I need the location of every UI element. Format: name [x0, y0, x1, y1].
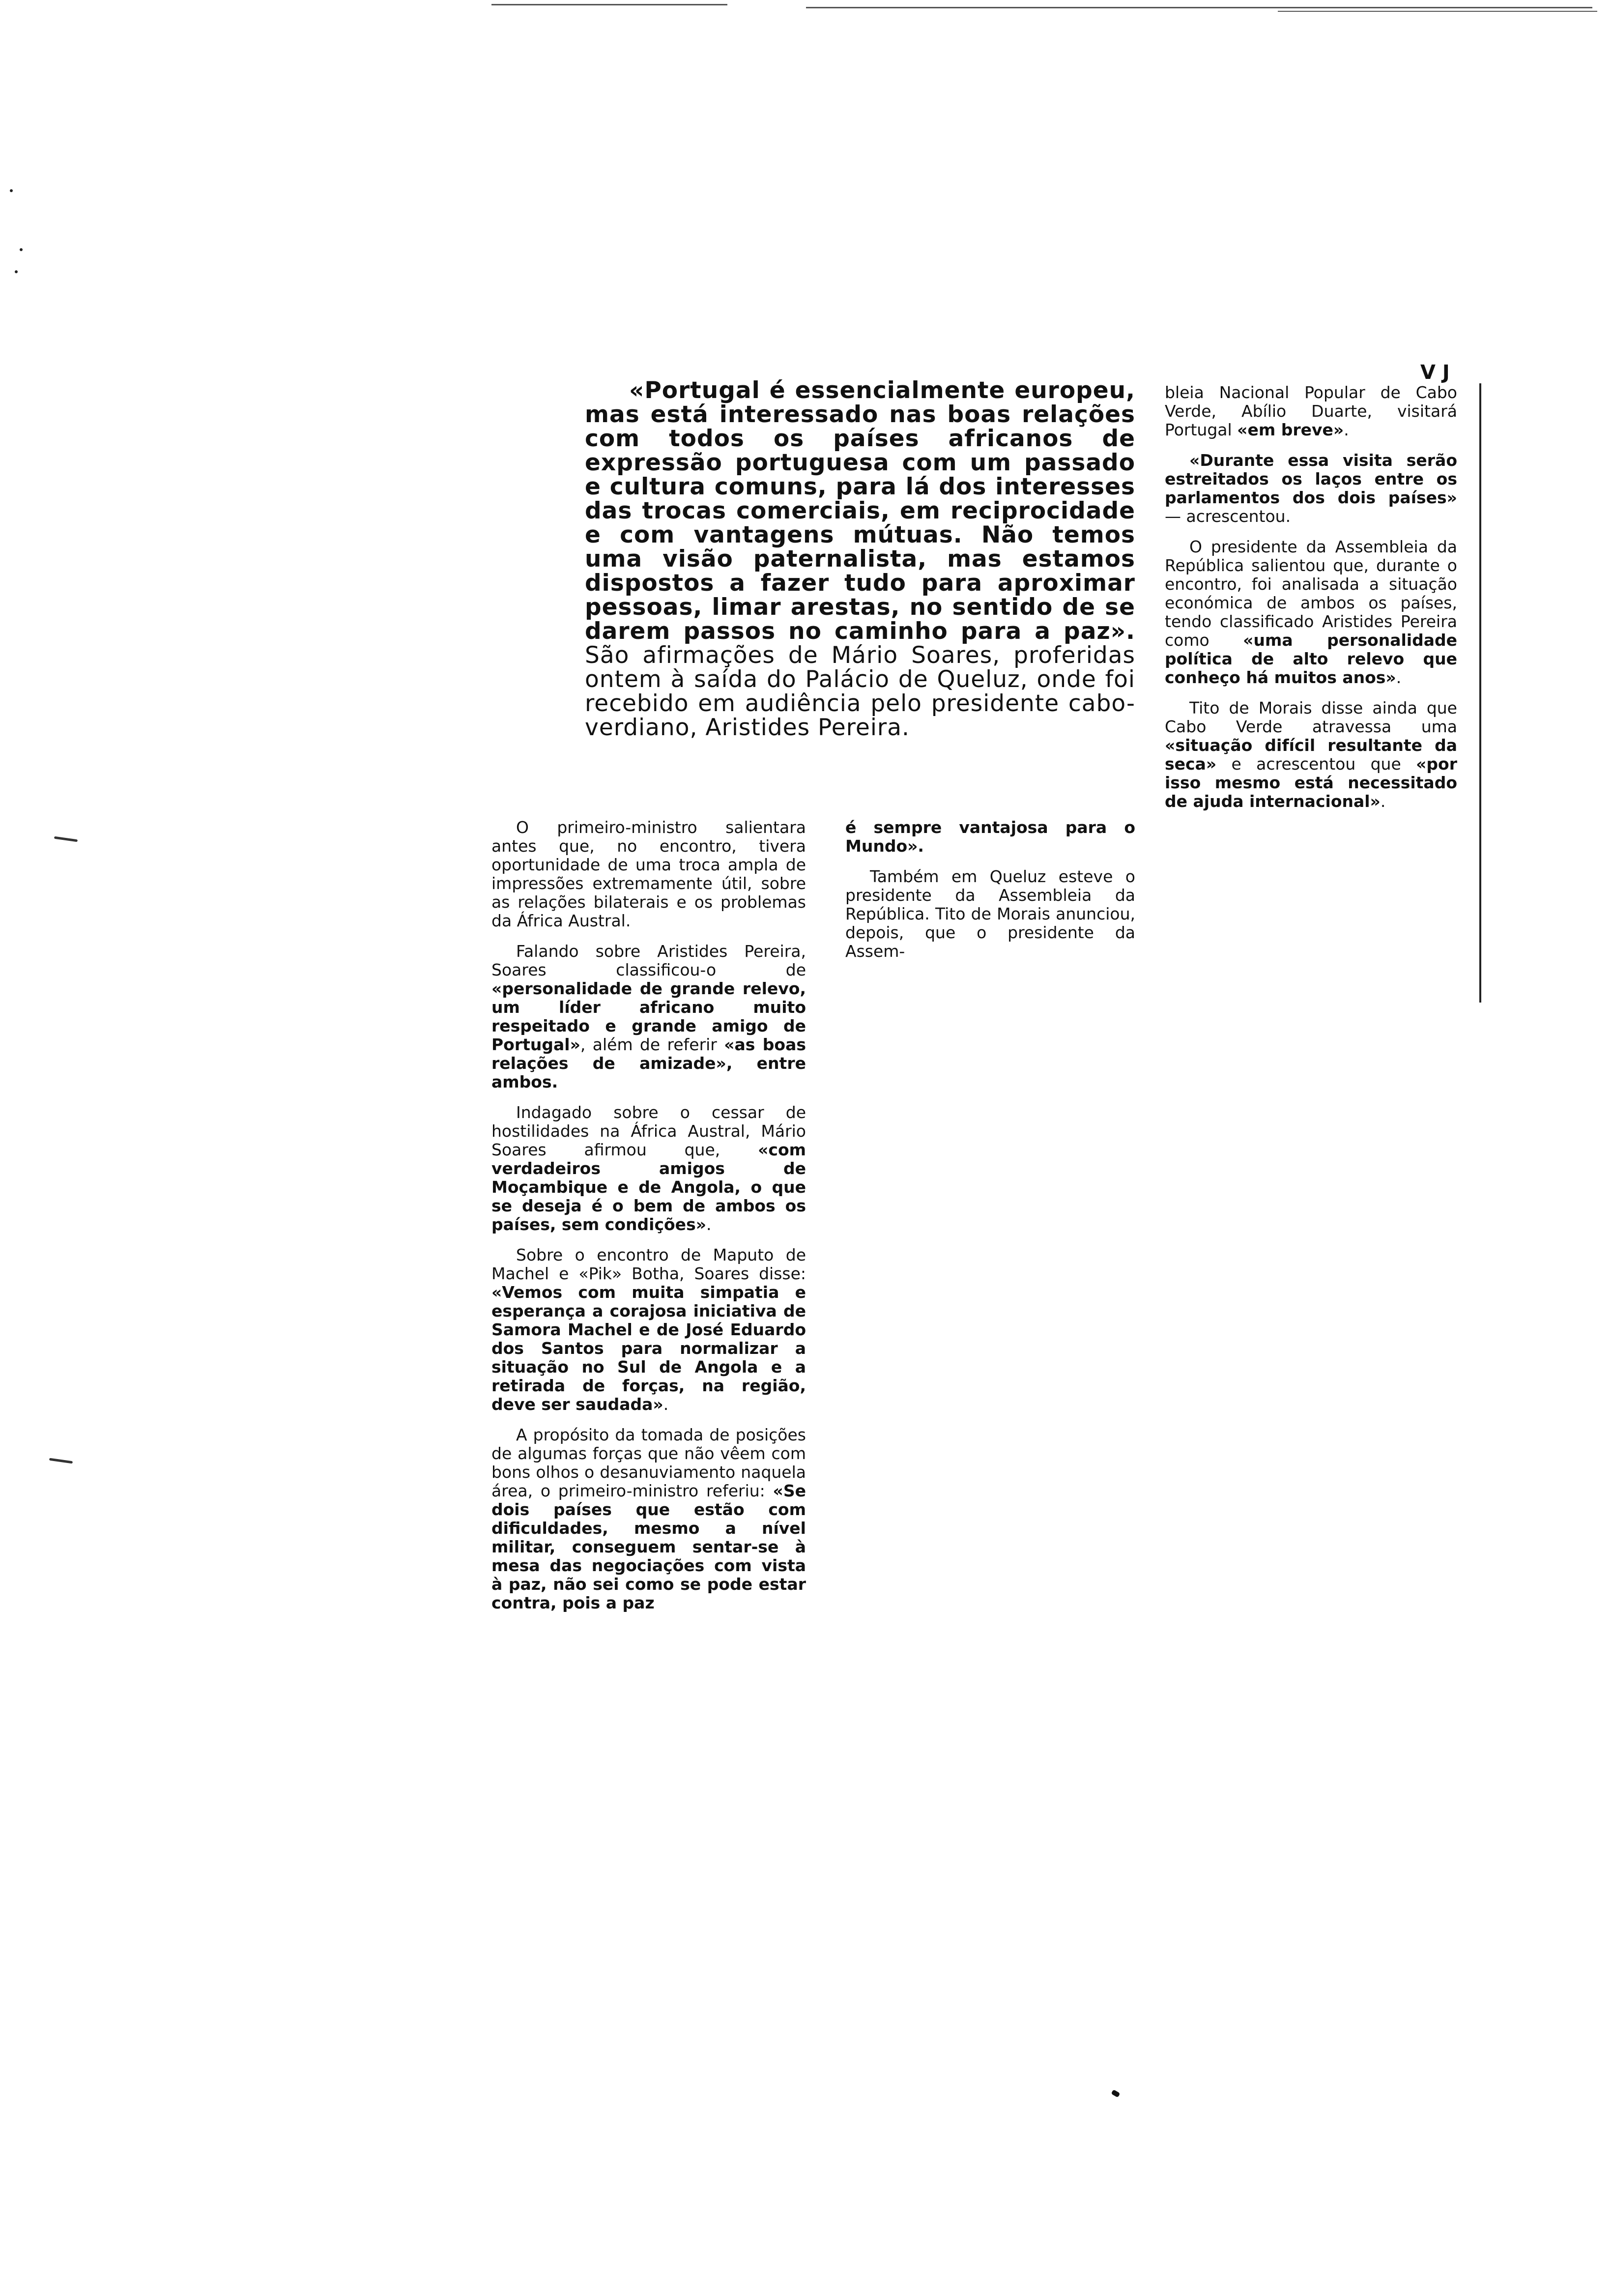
col2-paragraph-1: é sempre vantajosa para o Mundo». [845, 818, 1135, 856]
text-run: , entre ambos. [491, 1054, 806, 1091]
quote-run: «as boas relações de amizade» [491, 1035, 806, 1073]
text-run: . [663, 1395, 669, 1414]
col3-paragraph-4 [1165, 699, 1457, 811]
col1-paragraph-1: O primeiro-ministro salientara antes que, no encontro, tivera oportunidade de uma troca ampla de impressões extremamente útil, sobre as relações bilaterais e os problemas da África Austral. [491, 818, 806, 930]
column-rule [1479, 383, 1481, 1003]
scan-edge-line [491, 4, 727, 5]
text-run: . [1344, 420, 1349, 439]
col3-paragraph-1 [1165, 383, 1457, 439]
quote-run: «em breve» [1237, 420, 1344, 439]
text-run: bleia Nacional Popular de Cabo Verde, Abílio Duarte, visitará Portugal [1165, 383, 1457, 439]
scan-speck [20, 248, 23, 251]
quote-run: «Durante essa visita serão estreitados os laços entre os parlamentos dos dois países» [1165, 451, 1457, 507]
text-run: . [1380, 792, 1386, 811]
lead-paragraph [585, 378, 1135, 740]
text-run: , além de referir [580, 1035, 724, 1054]
text-run: e acrescentou que [1216, 754, 1416, 774]
text-run: — acrescentou. [1165, 507, 1291, 526]
scan-edge-line [806, 7, 1592, 8]
text-run: Falando sobre Aristides Pereira, Soares classificou-o de [491, 942, 806, 979]
scan-speck [15, 270, 18, 273]
quote-run: «uma personalidade política de alto relevo que conheço há muitos anos» [1165, 631, 1457, 687]
quote-run: «personalidade de grande relevo, um líder africano muito respeitado e grande amigo de Portugal» [491, 979, 806, 1054]
corner-mark: V J [1420, 361, 1450, 384]
quote-run: «Se dois países que estão com dificuldades, mesmo a nível militar, conseguem sentar-se à mesa das negociações com vista à paz, não sei como se pode estar contra, pois a paz [491, 1481, 806, 1612]
text-run: Sobre o encontro de Maputo de Machel e «Pik» Botha, Soares disse: [491, 1245, 806, 1283]
quote-run: «por isso mesmo está necessitado de ajuda internacional» [1165, 754, 1457, 811]
text-run: Tito de Morais disse ainda que Cabo Verde atravessa uma [1165, 698, 1457, 736]
article-column-1 [491, 818, 806, 1624]
col1-paragraph-5 [491, 1426, 806, 1612]
quote-run: «situação difícil resultante da seca» [1165, 736, 1457, 774]
text-run: . [706, 1215, 712, 1234]
lead-quote: «Portugal é essencialmente europeu, mas está interessado nas boas relações com todos os países africanos de expressão portuguesa com um passado e cultura comuns, para lá dos interesses das trocas comerciais, em reciprocidade e com vantagens mútuas. Não temos uma visão paternalista, mas estamos dispostos a fazer tudo para aproximar pessoas, limar arestas, no sentido de se darem passos no caminho para a paz». [585, 377, 1135, 645]
scan-speck [10, 189, 13, 192]
scan-mark [1111, 2090, 1121, 2098]
col2-paragraph-2: Também em Queluz esteve o presidente da Assembleia da República. Tito de Morais anunciou, depois, que o presidente da Assem- [845, 867, 1135, 961]
col3-paragraph-2 [1165, 451, 1457, 526]
scan-mark [49, 1458, 73, 1464]
text-run: O presidente da Assembleia da República salientou que, durante o encontro, foi analisada a situação económica de ambos os países, tendo classificado Aristides Pereira como [1165, 537, 1457, 650]
col1-paragraph-2 [491, 942, 806, 1091]
col1-paragraph-3 [491, 1103, 806, 1234]
text-run: Indagado sobre o cessar de hostilidades na África Austral, Mário Soares afirmou que, [491, 1103, 806, 1159]
text-run: . [1396, 668, 1402, 687]
article-column-3 [1165, 383, 1457, 823]
scan-mark [54, 836, 78, 842]
col1-paragraph-4 [491, 1246, 806, 1414]
col3-paragraph-3 [1165, 538, 1457, 687]
article-column-2 [845, 818, 1135, 973]
lead-attribution: São afirmações de Mário Soares, proferidas ontem à saída do Palácio de Queluz, onde foi recebido em audiência pelo presidente cabo-verdiano, Aristides Pereira. [585, 642, 1135, 741]
quote-run: «Vemos com muita simpatia e esperança a corajosa iniciativa de Samora Machel e de José Eduardo dos Santos para normalizar a situação no Sul de Angola e a retirada de forças, na região, deve ser saudada» [491, 1283, 806, 1414]
scan-edge-line [1278, 11, 1597, 12]
quote-run: «com verdadeiros amigos de Moçambique e de Angola, o que se deseja é o bem de ambos os países, sem condições» [491, 1140, 806, 1234]
text-run: A propósito da tomada de posições de algumas forças que não vêem com bons olhos o desanuviamento naquela área, o primeiro-ministro referiu: [491, 1425, 806, 1500]
